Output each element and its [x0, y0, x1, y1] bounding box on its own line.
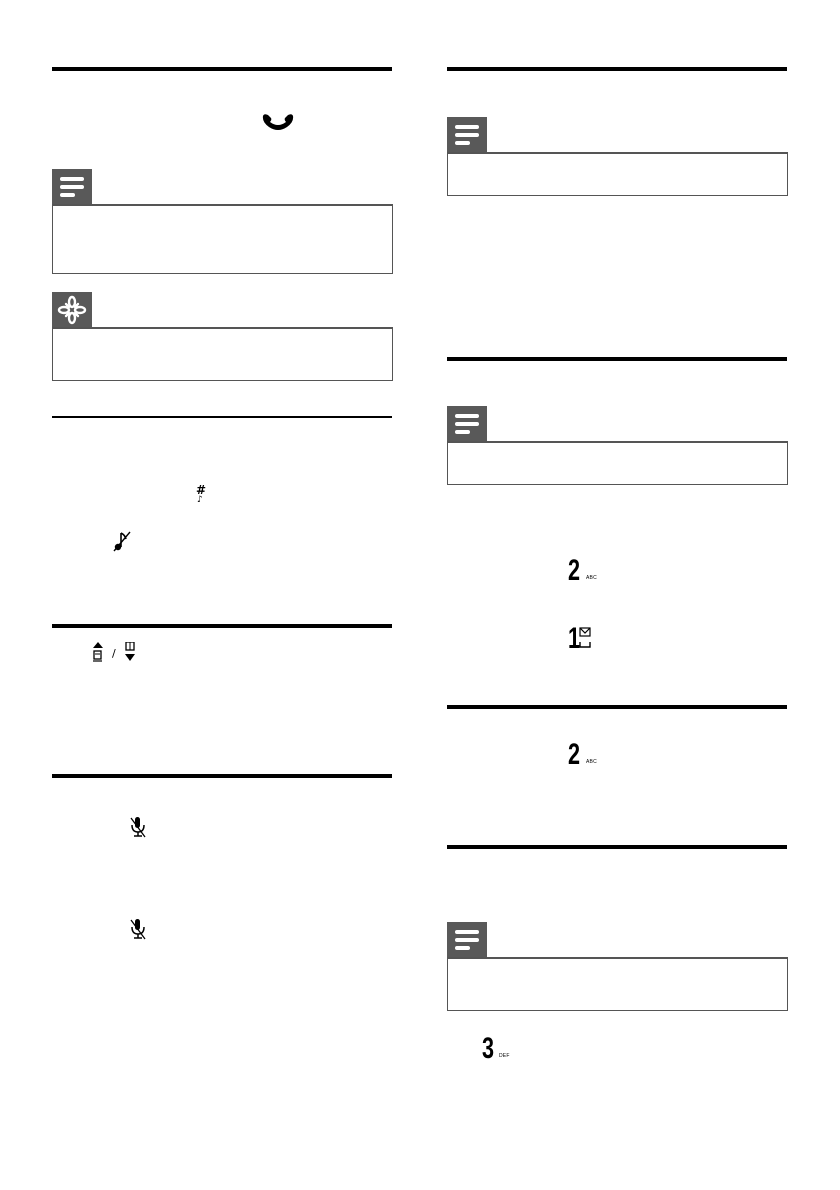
- asterisk-tip-icon: [52, 292, 92, 328]
- section-rule-end-call: [52, 67, 392, 71]
- key-2-icon: 2: [568, 738, 581, 771]
- tip-box: [52, 327, 393, 381]
- note-tab-icon: [447, 922, 487, 958]
- key-1-icon: 1: [568, 622, 581, 655]
- note-box: [447, 441, 788, 485]
- microphone-mute-icon: [130, 918, 146, 940]
- key-2-icon: 2: [568, 554, 581, 587]
- key-3-letters: DEF: [499, 1053, 510, 1059]
- subsection-rule-ringer: [52, 416, 392, 418]
- section-rule-mute: [52, 774, 392, 778]
- note-box: [52, 204, 393, 274]
- section-rule-right-2: [447, 357, 787, 361]
- note-box: [447, 152, 788, 196]
- note-tab-icon: [447, 117, 487, 153]
- section-rule-navigation: [52, 624, 392, 628]
- key-2-letters: ABC: [586, 575, 597, 581]
- hash-key-note-icon: ♪: [197, 495, 203, 505]
- key-3-icon: 3: [482, 1032, 495, 1065]
- phone-handset-end-icon: [260, 110, 296, 134]
- note-tab-icon: [447, 406, 487, 442]
- tip-tab: [52, 292, 92, 328]
- hash-key-icon: #: [196, 483, 207, 497]
- note-tab-icon: [52, 169, 92, 205]
- microphone-mute-icon: [130, 816, 146, 838]
- section-rule-right-1: [447, 67, 787, 71]
- section-rule-right-4: [447, 845, 787, 849]
- nav-separator: /: [112, 647, 116, 660]
- up-arrow-calllog-icon: [92, 642, 104, 662]
- ringer-off-icon: [112, 530, 132, 552]
- note-box: [447, 957, 788, 1011]
- voicemail-key-icon: [578, 627, 592, 649]
- section-rule-right-3: [447, 705, 787, 709]
- down-arrow-phonebook-icon: [124, 642, 136, 662]
- key-2-letters: ABC: [586, 759, 597, 765]
